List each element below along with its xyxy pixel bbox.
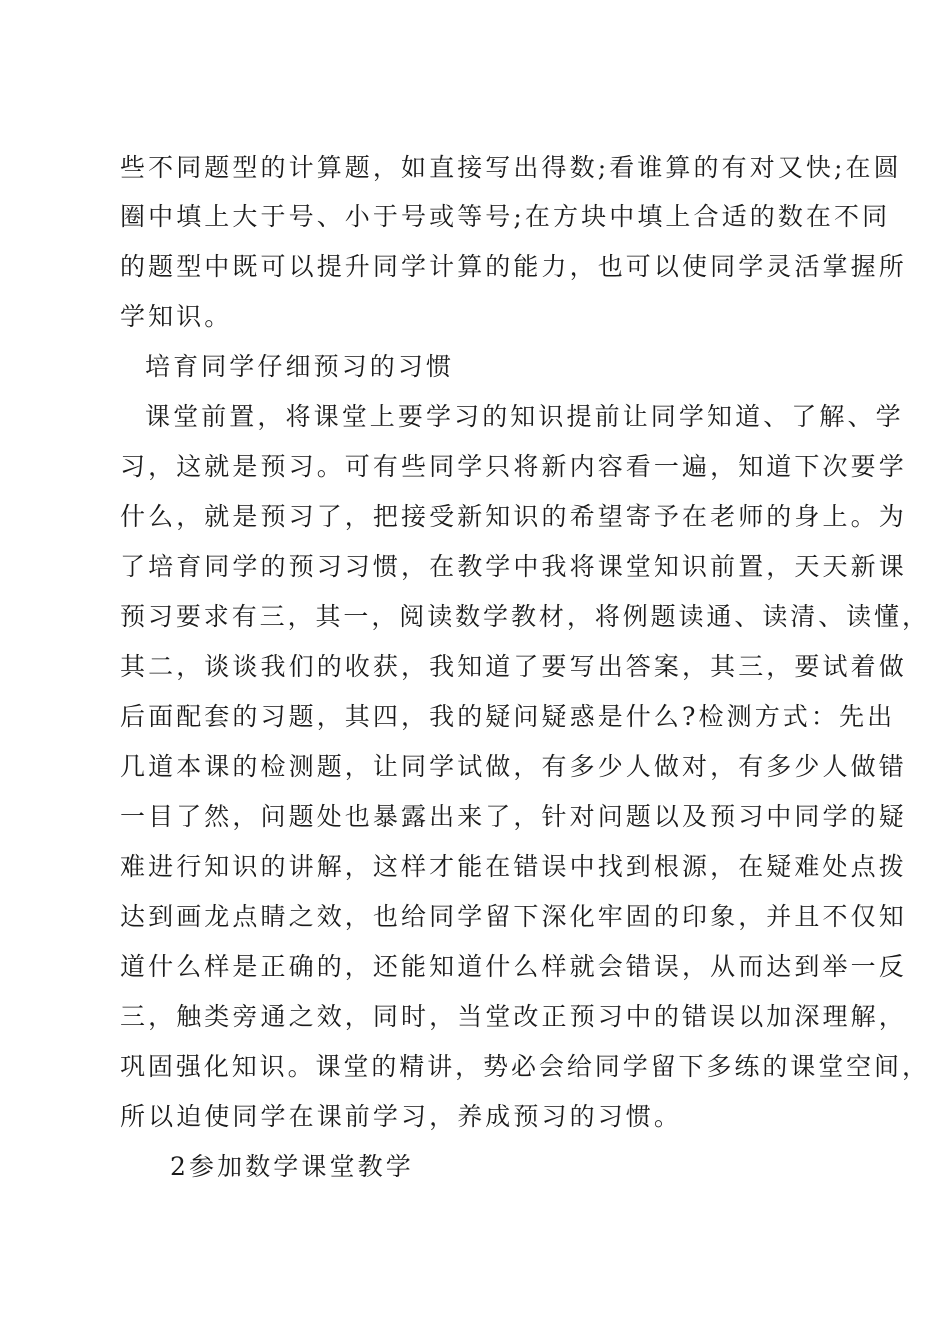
section-heading: 培育同学仔细预习的习惯 — [145, 352, 455, 381]
text-line: 一目了然，问题处也暴露出来了，针对问题以及预习中同学的疑 — [120, 802, 907, 831]
text-line: 了培育同学的预习习惯，在教学中我将课堂知识前置，天天新课 — [120, 552, 907, 581]
text-line: 巩固强化知识。课堂的精讲，势必会给同学留下多练的课堂空间， — [120, 1052, 930, 1081]
text-line: 其二，谈谈我们的收获，我知道了要写出答案，其三，要试着做 — [120, 652, 907, 681]
text-line: 些不同题型的计算题，如直接写出得数;看谁算的有对又快;在圆 — [120, 153, 902, 182]
text-line: 后面配套的习题，其四，我的疑问疑惑是什么?检测方式：先出 — [120, 702, 896, 731]
text-line: 预习要求有三，其一，阅读数学教材，将例题读通、读清、读懂， — [120, 602, 930, 631]
text-line: 习，这就是预习。可有些同学只将新内容看一遍，知道下次要学 — [120, 452, 907, 481]
text-line: 什么，就是预习了，把接受新知识的希望寄予在老师的身上。为 — [120, 502, 907, 531]
section-heading: 2参加数学课堂教学 — [170, 1152, 414, 1181]
text-line: 所以迫使同学在课前学习，养成预习的习惯。 — [120, 1102, 683, 1131]
text-line: 课堂前置，将课堂上要学习的知识提前让同学知道、了解、学 — [145, 402, 904, 431]
text-line: 的题型中既可以提升同学计算的能力，也可以使同学灵活掌握所 — [120, 252, 907, 281]
text-line: 难进行知识的讲解，这样才能在错误中找到根源，在疑难处点拨 — [120, 852, 907, 881]
text-line: 道什么样是正确的，还能知道什么样就会错误，从而达到举一反 — [120, 952, 907, 981]
text-line: 学知识。 — [120, 302, 233, 331]
text-line: 圈中填上大于号、小于号或等号;在方块中填上合适的数在不同 — [120, 202, 891, 231]
text-line: 三，触类旁通之效，同时，当堂改正预习中的错误以加深理解， — [120, 1002, 907, 1031]
text-line: 几道本课的检测题，让同学试做，有多少人做对，有多少人做错 — [120, 752, 907, 781]
text-line: 达到画龙点睛之效，也给同学留下深化牢固的印象，并且不仅知 — [120, 902, 907, 931]
